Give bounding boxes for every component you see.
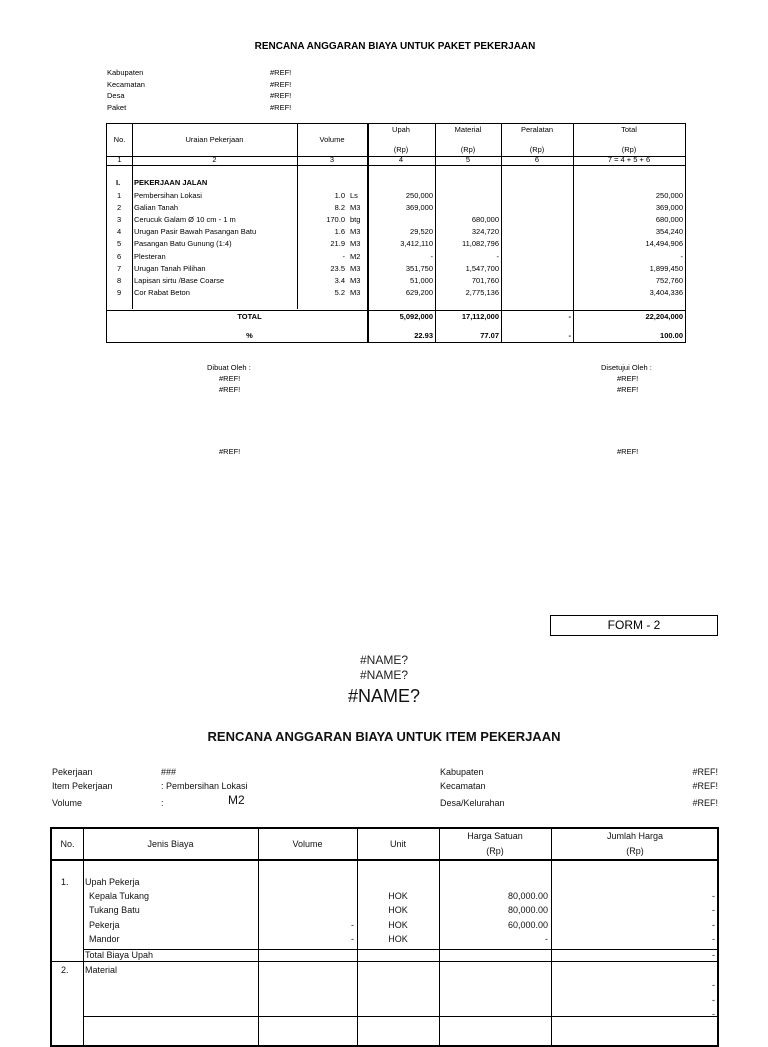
- row-no: 4: [117, 227, 122, 237]
- row-total: 752,760: [655, 275, 683, 285]
- total-upah-value: -: [712, 950, 715, 960]
- info-label-kabupaten: Kabupaten: [107, 68, 144, 77]
- pct-upah: 22.93: [414, 331, 433, 340]
- labor-harga: -: [545, 933, 548, 944]
- section-title: PEKERJAAN JALAN: [134, 178, 208, 187]
- row-unit: M3: [350, 203, 361, 213]
- header-rp: (Rp): [529, 145, 545, 154]
- header-jenis: Jenis Biaya: [147, 839, 194, 849]
- total-total: 22,204,000: [645, 312, 683, 321]
- row-vol: 8.2: [334, 203, 345, 213]
- header-volume: Volume: [292, 839, 323, 849]
- info-value-volume: :: [161, 798, 164, 808]
- sign-right-name: #REF!: [617, 447, 639, 456]
- info-label-kabupaten: Kabupaten: [440, 767, 484, 777]
- name-line-1: #NAME?: [359, 653, 409, 667]
- header-harga: Harga Satuan: [467, 831, 523, 841]
- row-upah: 351,750: [405, 263, 433, 273]
- info-label-volume: Volume: [52, 798, 83, 808]
- row-material: 2,775,136: [465, 287, 499, 297]
- row-total: 369,000: [655, 203, 683, 213]
- info-label-kecamatan: Kecamatan: [107, 80, 145, 89]
- row-vol: 1.0: [334, 191, 345, 200]
- header-no: No.: [113, 135, 126, 144]
- section-no: I.: [116, 178, 121, 187]
- info-value-kabupaten: #REF!: [270, 68, 292, 77]
- row-vol: 170.0: [326, 215, 345, 225]
- row-divider: [52, 859, 717, 861]
- material-value: -: [712, 980, 715, 990]
- section2-no: 2.: [61, 965, 69, 975]
- row-upah: 3,412,110: [400, 239, 433, 249]
- row-unit: M3: [350, 227, 361, 237]
- sign-right-l1: #REF!: [617, 374, 639, 383]
- row-vol: -: [342, 251, 345, 261]
- header-volume: Volume: [319, 135, 345, 144]
- labor-jumlah: -: [712, 905, 715, 916]
- name-line-3: #NAME?: [347, 686, 421, 706]
- form-label: FORM - 2: [550, 615, 718, 636]
- section1-no: 1.: [61, 877, 69, 887]
- name-line-2: #NAME?: [359, 668, 409, 682]
- sign-right-l2: #REF!: [617, 385, 639, 394]
- material-value: -: [712, 1009, 715, 1019]
- labor-unit: HOK: [388, 905, 408, 916]
- colnum: 1: [117, 155, 122, 164]
- doc2-title: RENCANA ANGGARAN BIAYA UNTUK ITEM PEKERJAAN: [207, 729, 561, 744]
- row-vol: 1.6: [334, 227, 345, 237]
- row-no: 9: [117, 287, 122, 297]
- row-upah: 250,000: [405, 191, 433, 200]
- row-name: Urugan Pasir Bawah Pasangan Batu: [134, 227, 257, 237]
- row-upah: 629,200: [405, 287, 433, 297]
- labor-name: Tukang Batu: [89, 905, 140, 916]
- row-name: Lapisan sirtu /Base Coarse: [134, 275, 225, 285]
- row-material: 1,547,700: [465, 263, 499, 273]
- info-label-pekerjaan: Pekerjaan: [52, 767, 93, 777]
- row-unit: M2: [350, 251, 361, 261]
- sign-left-label: Dibuat Oleh :: [207, 363, 251, 372]
- colnum: 5: [465, 155, 471, 164]
- labor-vol: -: [351, 933, 354, 944]
- total-label: TOTAL: [237, 312, 262, 321]
- labor-name: Mandor: [89, 933, 120, 944]
- row-upah: 29,520: [410, 227, 433, 237]
- row-total: 680,000: [655, 215, 683, 225]
- pct-label: %: [246, 331, 253, 340]
- section1-title: Upah Pekerja: [85, 877, 140, 887]
- info-label-desa: Desa/Kelurahan: [440, 798, 505, 808]
- row-total: 3,404,336: [649, 287, 683, 297]
- labor-harga: 80,000.00: [507, 905, 548, 916]
- total-upah-label: Total Biaya Upah: [85, 950, 154, 960]
- colnum: 3: [329, 155, 335, 164]
- labor-jumlah: -: [712, 891, 715, 901]
- colnum: 2: [212, 155, 217, 164]
- row-name: Urugan Tanah Pilihan: [134, 263, 206, 273]
- pct-peralatan: -: [568, 331, 571, 340]
- labor-unit: HOK: [388, 933, 408, 944]
- info-unit-volume: M2: [228, 793, 245, 807]
- row-name: Plesteran: [134, 251, 166, 261]
- row-vol: 23.5: [330, 263, 345, 273]
- total-material: 17,112,000: [461, 312, 499, 321]
- info-label-kecamatan: Kecamatan: [440, 781, 486, 791]
- row-material: -: [496, 251, 499, 261]
- info-value-desa: #REF!: [270, 91, 292, 100]
- row-unit: M3: [350, 239, 361, 249]
- info-value-pekerjaan: ###: [161, 767, 177, 777]
- info-value-item: : Pembersihan Lokasi: [161, 781, 248, 791]
- colnum: 6: [534, 155, 540, 164]
- header-material: Material: [454, 125, 482, 134]
- row-total: 1,899,450: [649, 263, 683, 273]
- row-total: 354,240: [655, 227, 683, 237]
- labor-harga: 60,000.00: [507, 919, 548, 930]
- row-no: 8: [117, 275, 122, 285]
- col-divider: [132, 166, 133, 309]
- row-material: 11,082,796: [462, 239, 499, 249]
- row-no: 3: [117, 215, 122, 225]
- header-upah: Upah: [392, 125, 410, 134]
- row-no: 1: [117, 191, 122, 200]
- header-rp: (Rp): [460, 145, 476, 154]
- row-unit: Ls: [350, 191, 358, 200]
- col-divider: [83, 829, 84, 1045]
- row-material: 701,760: [471, 275, 499, 285]
- colnum: 4: [398, 155, 404, 164]
- header-rp: (Rp): [393, 145, 409, 154]
- labor-name: Kepala Tukang: [89, 891, 150, 901]
- row-name: Cerucuk Galam Ø 10 cm - 1 m: [134, 215, 236, 225]
- row-unit: M3: [350, 275, 361, 285]
- info-label-paket: Paket: [107, 103, 127, 112]
- labor-jumlah: -: [712, 933, 715, 944]
- info-value-kabupaten: #REF!: [692, 767, 718, 777]
- sign-right-label: Disetujui Oleh :: [601, 363, 652, 372]
- info-value-paket: #REF!: [270, 103, 292, 112]
- header-harga-rp: (Rp): [486, 846, 504, 856]
- budget-table: [106, 123, 686, 343]
- row-total: 14,494,906: [645, 239, 683, 249]
- sign-left-name: #REF!: [219, 447, 241, 456]
- header-rp: (Rp): [621, 145, 637, 154]
- colnum: 7 = 4 + 5 + 6: [607, 155, 651, 164]
- header-total: Total: [621, 125, 637, 134]
- row-unit: btg: [350, 215, 361, 225]
- info-value-kecamatan: #REF!: [692, 781, 718, 791]
- row-unit: M3: [350, 287, 361, 297]
- labor-vol: -: [351, 919, 354, 930]
- item-cost-table: [50, 827, 719, 1047]
- labor-harga: 80,000.00: [507, 891, 548, 901]
- header-no: No.: [60, 839, 75, 849]
- doc1-title: RENCANA ANGGARAN BIAYA UNTUK PAKET PEKERJAAN: [254, 41, 536, 52]
- row-material: 324,720: [471, 227, 499, 237]
- row-total: 250,000: [655, 191, 683, 200]
- labor-name: Pekerja: [89, 919, 120, 930]
- material-value: -: [712, 995, 715, 1005]
- section2-title: Material: [85, 965, 118, 975]
- info-label-item: Item Pekerjaan: [52, 781, 113, 791]
- row-vol: 3.4: [334, 275, 345, 285]
- header-peralatan: Peralatan: [520, 125, 554, 134]
- row-vol: 21.9: [330, 239, 345, 249]
- header-jumlah: Jumlah Harga: [606, 831, 664, 841]
- header-unit: Unit: [389, 839, 406, 849]
- info-value-desa: #REF!: [692, 798, 718, 808]
- total-upah: 5,092,000: [399, 312, 433, 321]
- row-no: 2: [117, 203, 122, 213]
- pct-total: 100.00: [660, 331, 683, 340]
- row-no: 7: [117, 263, 122, 273]
- row-upah: 369,000: [405, 203, 433, 213]
- sign-left-l1: #REF!: [219, 374, 241, 383]
- row-name: Pembersihan Lokasi: [134, 191, 202, 200]
- labor-jumlah: -: [712, 919, 715, 930]
- row-unit: M3: [350, 263, 361, 273]
- header-uraian: Uraian Pekerjaan: [185, 135, 244, 144]
- row-upah: 51,000: [410, 275, 433, 285]
- info-value-kecamatan: #REF!: [270, 80, 292, 89]
- row-total: -: [680, 251, 683, 261]
- sign-left-l2: #REF!: [219, 385, 241, 394]
- row-material: 680,000: [471, 215, 499, 225]
- row-no: 5: [117, 239, 122, 249]
- row-no: 6: [117, 251, 122, 261]
- row-name: Cor Rabat Beton: [134, 287, 190, 297]
- labor-unit: HOK: [388, 891, 408, 901]
- pct-material: 77.07: [480, 331, 499, 340]
- info-label-desa: Desa: [107, 91, 125, 100]
- row-upah: -: [430, 251, 433, 261]
- labor-unit: HOK: [388, 919, 408, 930]
- row-vol: 5.2: [334, 287, 345, 297]
- row-name: Galian Tanah: [134, 203, 179, 213]
- total-peralatan: -: [568, 312, 571, 321]
- row-name: Pasangan Batu Gunung (1:4): [134, 239, 232, 249]
- header-jumlah-rp: (Rp): [626, 846, 644, 856]
